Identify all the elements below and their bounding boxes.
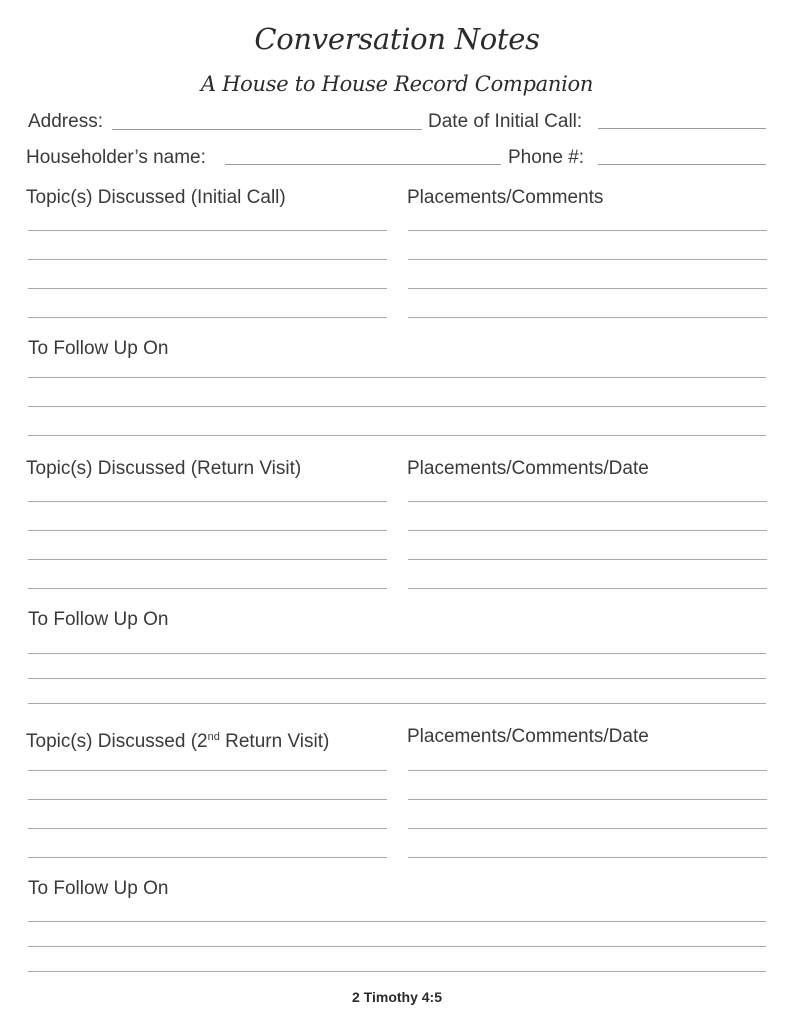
phone-field[interactable] <box>598 164 766 165</box>
topics-second-return-line[interactable] <box>28 799 387 800</box>
date-initial-call-label: Date of Initial Call: <box>428 111 583 132</box>
householder-name-field[interactable] <box>225 164 501 165</box>
placements-second-return-line[interactable] <box>408 770 767 771</box>
follow-up-return-visit-line[interactable] <box>28 678 766 679</box>
follow-up-second-return-line[interactable] <box>28 946 766 947</box>
follow-up-return-visit-label: To Follow Up On <box>28 609 169 630</box>
ordinal-suffix: nd <box>207 731 220 743</box>
placements-second-return-line[interactable] <box>408 799 767 800</box>
placements-initial-line[interactable] <box>408 230 767 231</box>
scripture-reference: 2 Timothy 4:5 <box>352 989 442 1005</box>
topics-second-return-suffix: Return Visit) <box>219 731 330 752</box>
follow-up-initial-line[interactable] <box>28 435 766 436</box>
placements-second-return-line[interactable] <box>408 857 767 858</box>
follow-up-return-visit-line[interactable] <box>28 703 766 704</box>
topics-return-visit-line[interactable] <box>28 501 387 502</box>
topics-initial-line[interactable] <box>28 259 387 260</box>
topics-second-return-prefix: Topic(s) Discussed (2 <box>26 731 208 752</box>
date-initial-call-field[interactable] <box>598 128 766 129</box>
follow-up-initial-label: To Follow Up On <box>28 338 169 359</box>
placements-second-return-label: Placements/Comments/Date <box>407 726 649 747</box>
placements-return-visit-line[interactable] <box>408 559 767 560</box>
placements-return-visit-label: Placements/Comments/Date <box>407 458 649 479</box>
placements-second-return-line[interactable] <box>408 828 767 829</box>
topics-initial-line[interactable] <box>28 288 387 289</box>
topics-return-visit-label: Topic(s) Discussed (Return Visit) <box>26 458 302 479</box>
topics-initial-line[interactable] <box>28 317 387 318</box>
topics-second-return-line[interactable] <box>28 770 387 771</box>
placements-return-visit-line[interactable] <box>408 530 767 531</box>
follow-up-initial-line[interactable] <box>28 406 766 407</box>
placements-return-visit-line[interactable] <box>408 588 767 589</box>
householder-name-label: Householder’s name: <box>26 147 206 168</box>
placements-initial-line[interactable] <box>408 259 767 260</box>
address-label: Address: <box>28 111 103 132</box>
topics-return-visit-line[interactable] <box>28 559 387 560</box>
follow-up-initial-line[interactable] <box>28 377 766 378</box>
placements-initial-line[interactable] <box>408 288 767 289</box>
follow-up-second-return-line[interactable] <box>28 921 766 922</box>
placements-initial-line[interactable] <box>408 317 767 318</box>
topics-initial-label: Topic(s) Discussed (Initial Call) <box>26 187 286 208</box>
placements-initial-label: Placements/Comments <box>407 187 604 208</box>
follow-up-return-visit-line[interactable] <box>28 653 766 654</box>
topics-return-visit-line[interactable] <box>28 588 387 589</box>
topics-second-return-label <box>26 726 329 753</box>
page-subtitle: A House to House Record Companion <box>200 72 594 96</box>
phone-label: Phone #: <box>508 147 585 168</box>
topics-second-return-line[interactable] <box>28 857 387 858</box>
follow-up-second-return-label: To Follow Up On <box>28 878 169 899</box>
topics-return-visit-line[interactable] <box>28 530 387 531</box>
topics-initial-line[interactable] <box>28 230 387 231</box>
page-title: Conversation Notes <box>254 22 540 56</box>
topics-second-return-line[interactable] <box>28 828 387 829</box>
placements-return-visit-line[interactable] <box>408 501 767 502</box>
follow-up-second-return-line[interactable] <box>28 971 766 972</box>
address-field[interactable] <box>112 129 422 130</box>
